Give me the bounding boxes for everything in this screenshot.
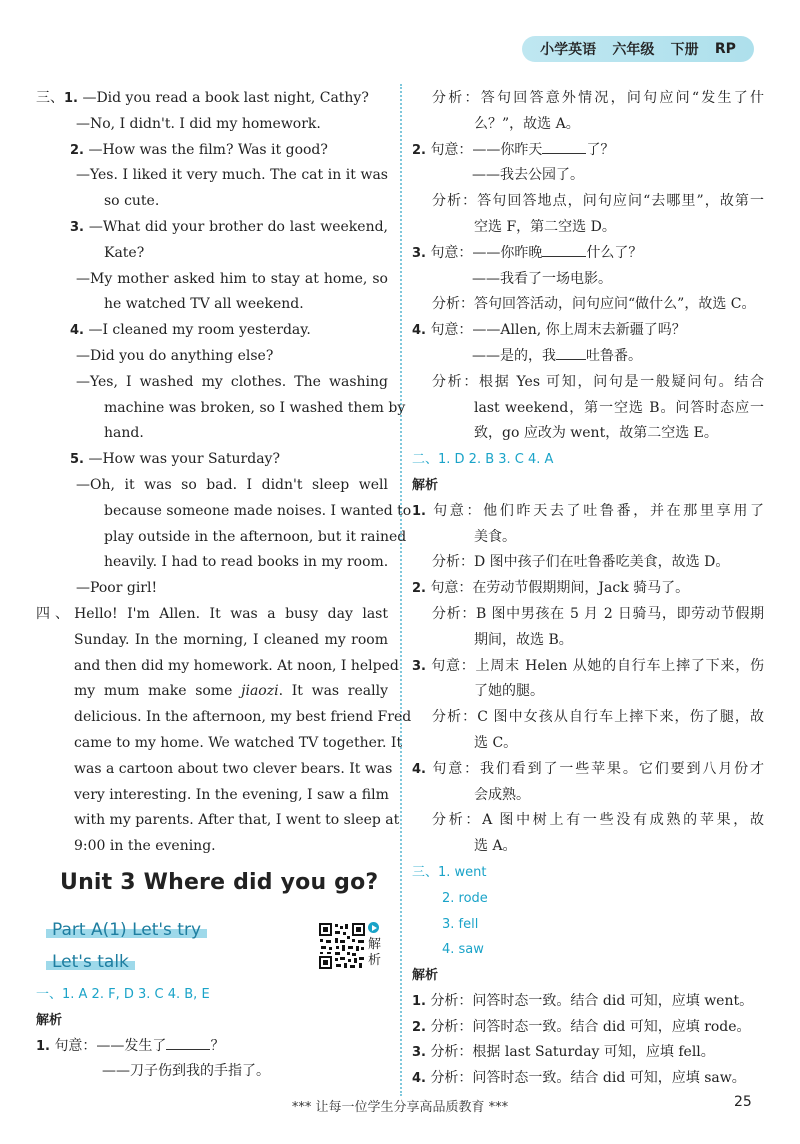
b4-line: 分析：问答时态一致。结合 did 可知，应填 saw。 xyxy=(430,1070,746,1087)
r3-blank xyxy=(542,139,586,154)
ex1-line2: ——刀子伤到我的手指了。 xyxy=(102,1063,270,1080)
a3-line3: 分析：C 图中女孩从自行车上摔下来，伤了腿，故 xyxy=(432,709,764,726)
q2-line2: —Yes. I liked it very much. The cat in it was xyxy=(76,167,388,184)
q5-line5: heavily. I had to read books in my room. xyxy=(104,554,389,571)
a3-line2: 了她的腿。 xyxy=(474,683,544,700)
q1-num: 1. xyxy=(64,91,78,106)
r10-num: 4. xyxy=(412,323,426,339)
q5-line3: because someone made noises. I wanted to xyxy=(104,502,412,519)
s4-line10: 9:00 in the evening. xyxy=(74,838,216,855)
b2-line: 分析：问答时态一致。结合 did 可知，应填 rode。 xyxy=(430,1018,751,1035)
r7-blank xyxy=(542,242,586,257)
r-line6: 空选 F，第二空选 D。 xyxy=(474,218,616,235)
header-edition: RP xyxy=(714,41,736,57)
r-line5: 分析：答句回答地点，问句应问“去哪里”，故第一 xyxy=(432,193,764,210)
a3-line1: 句意：上周末 Helen 从她的自行车上摔了下来，伤 xyxy=(431,657,764,674)
a4-line1: 句意：我们看到了一些苹果。它们要到八月份才 xyxy=(432,760,765,777)
q5-line1: —How was your Saturday? xyxy=(88,451,280,468)
jiexi-heading-left: 解析 xyxy=(36,1012,63,1028)
r7-num: 3. xyxy=(412,245,426,261)
r-line12: 分析：根据 Yes 可知，问句是一般疑问句。结合 xyxy=(432,373,764,390)
q1-line2: —No, I didn't. I did my homework. xyxy=(76,115,321,132)
s4-line2: Sunday. In the morning, I cleaned my room xyxy=(74,631,388,648)
q3-line3: —My mother asked him to stay at home, so xyxy=(76,270,388,287)
a1-line2: 美食。 xyxy=(474,528,516,545)
unit-title: Unit 3 Where did you go? xyxy=(60,870,379,895)
q1-line1: —Did you read a book last night, Cathy? xyxy=(82,90,369,106)
b1-line: 分析：问答时态一致。结合 did 可知，应填 went。 xyxy=(430,992,754,1009)
s4-line9: with my parents. After that, I went to sleep at xyxy=(74,812,400,829)
r-line4: ——我去公园了。 xyxy=(472,167,584,184)
r-line8: ——我看了一场电影。 xyxy=(472,270,612,287)
s3-item-2: 2. rode xyxy=(442,890,488,906)
section-3-label: 三、 xyxy=(36,90,64,106)
qr-code-icon[interactable] xyxy=(318,922,366,970)
ex1-line1b: ？ xyxy=(210,1037,225,1054)
r-line1: 分析：答句回答意外情况，问句应问“发生了什 xyxy=(432,90,764,106)
q4-line5: hand. xyxy=(104,425,144,442)
a4-line3: 分析：A 图中树上有一些没有成熟的苹果，故 xyxy=(432,812,764,829)
jiexi-heading-2: 解析 xyxy=(412,968,439,984)
q3-line1: —What did your brother do last weekend, xyxy=(88,218,389,235)
qr-side xyxy=(368,922,384,969)
ex1-line1a: 句意：——发生了 xyxy=(54,1037,167,1054)
talk-label: Let's talk xyxy=(46,952,135,972)
s4-line5: delicious. In the afternoon, my best friend Fred xyxy=(74,709,412,726)
r-line14: 致，go 应改为 went，故第二空选 E。 xyxy=(474,425,718,442)
left-column xyxy=(36,86,412,860)
q5-line2: —Oh, it was so bad. I didn't sleep well xyxy=(76,476,388,493)
q3-line2: Kate? xyxy=(104,244,145,261)
page-number: 25 xyxy=(734,1094,752,1110)
b3-line: 分析：根据 last Saturday 可知，应填 fell。 xyxy=(430,1044,715,1061)
header-subject: 小学英语 xyxy=(540,42,597,58)
section-1-answers: 一、1. A 2. F, D 3. C 4. B, E xyxy=(36,987,210,1002)
a4-line4: 选 A。 xyxy=(474,838,517,855)
q2-line3: so cute. xyxy=(104,193,160,210)
q5-line6: —Poor girl! xyxy=(76,580,158,597)
s4-line6: came to my home. We watched TV together. It xyxy=(74,734,403,751)
left-bottom xyxy=(36,982,388,1085)
a4-line2: 会成熟。 xyxy=(474,786,530,803)
r3-num: 2. xyxy=(412,142,426,158)
s3-item-1: 1. went xyxy=(438,864,487,880)
r-line2: 么？”，故选 A。 xyxy=(474,115,580,132)
footer-slogan: *** 让每一位学生分享高品质教育 *** xyxy=(291,1100,509,1115)
q4-line4: machine was broken, so I washed them by xyxy=(104,399,406,416)
q5-num: 5. xyxy=(70,452,84,468)
q4-num: 4. xyxy=(70,323,84,339)
q3-line4: he watched TV all weekend. xyxy=(104,296,304,313)
section-2-answers: 二、1. D 2. B 3. C 4. A xyxy=(412,452,554,468)
a2-line1: 句意：在劳动节假期期间，Jack 骑马了。 xyxy=(430,580,690,597)
s4-line7: was a cartoon about two clever bears. It was xyxy=(74,760,393,777)
q4-line3: —Yes, I washed my clothes. The washing xyxy=(76,373,388,390)
column-divider xyxy=(400,84,402,1096)
s4-line4: my mum make some jiaozi. It was really xyxy=(74,683,388,700)
part-label: Part A(1) Let's try xyxy=(46,920,207,940)
q2-line1: —How was the film? Was it good? xyxy=(88,141,328,158)
q3-num: 3. xyxy=(70,219,84,235)
ex1-num: 1. xyxy=(36,1038,50,1054)
a2-line3: 期间，故选 B。 xyxy=(474,631,573,648)
q4-line1: —I cleaned my room yesterday. xyxy=(88,322,311,339)
a2-line2: 分析：B 图中男孩在 5 月 2 日骑马，即劳动节假期 xyxy=(432,605,764,622)
q2-num: 2. xyxy=(70,142,84,158)
r-line13: last weekend，第一空选 B。问答时态应一 xyxy=(474,399,764,416)
right-column: 分析：答句回答意外情况，问句应问“发生了什 么？”，故选 A。 2. 句意：——你昨天 了？ ——我去公园了。 分析：答句回答地点，问句应问“去哪里”，故第一 空选 F，第二空选 D。 3. 句意：——你昨晚 什么了？ ——我看了一场电影。 分析：答句回答活动，问句应问“做什么”，故选 C。 4. 句意：——Allen, 你上周末去新疆了吗？ ——是的，我 吐鲁番。 分析：根据 Yes 可知，问句是一般疑问句。结合 last weekend，第一空选 B。问答时态应一 致，go 应改为 went，故第二空选 E。 二、1. D 2. B 3. C 4. A 解析 1. 句意：他们昨天去了吐鲁番，并在那里享用了 美食。 分析：D 图中孩子们在吐鲁番吃美食，故选 D。 2. 句意：在劳动节假期期间，Jack 骑马了。 分析：B 图中男孩在 5 月 2 日骑马，即劳动节假期 期间，故选 B。 3. 句意：上周末 Helen 从她的自行车上摔了下来，伤 了她的腿。 分析：C 图中女孩从自行车上摔下来，伤了腿，故 选 C。 4. 句意：我们看到了一些苹果。它们要到八月份才 会成熟。 分析：A 图中树上有一些没有成熟的苹果，故 选 A。 三、1. went 2. rode 3. fell 4. saw 解析 1. 分析：问答时态一致。结合 did 可知，应填 went。 2. 分析：问答时态一致。结合 did 可知，应填 rode。 3. 分析：根据 last Saturday 可知，应填 fell。 4. 分析：问答时态一致。结合 did 可知，应填 saw。 xyxy=(412,86,764,1092)
qr-side-text: 解析 xyxy=(368,937,382,968)
header-grade: 六年级 xyxy=(612,42,655,58)
header-volume: 下册 xyxy=(670,42,699,58)
s3-item-4: 4. saw xyxy=(442,942,484,958)
s4-line3: and then did my homework. At noon, I helped xyxy=(74,657,399,674)
r11-blank xyxy=(556,345,586,360)
jiaozi-word: jiaozi xyxy=(241,683,279,700)
jiexi-heading-1: 解析 xyxy=(412,477,439,493)
s4-line8: very interesting. In the evening, I saw a film xyxy=(74,786,389,803)
q4-line2: —Did you do anything else? xyxy=(76,347,274,364)
section-4-label: 四、 xyxy=(36,605,75,622)
q5-line4: play outside in the afternoon, but it rained xyxy=(104,528,407,545)
r-line9: 分析：答句回答活动，问句应问“做什么”，故选 C。 xyxy=(432,296,756,313)
s4-line1: Hello! I'm Allen. It was a busy day last xyxy=(74,605,388,622)
a3-line4: 选 C。 xyxy=(474,734,518,751)
header-badge xyxy=(522,36,754,62)
section-3-label-right: 三、 xyxy=(412,864,439,880)
play-icon xyxy=(368,922,379,933)
ex1-blank xyxy=(166,1035,210,1050)
a1-line3: 分析：D 图中孩子们在吐鲁番吃美食，故选 D。 xyxy=(432,554,730,571)
s3-item-3: 3. fell xyxy=(442,916,479,932)
a1-line1: 句意：他们昨天去了吐鲁番，并在那里享用了 xyxy=(433,502,765,519)
